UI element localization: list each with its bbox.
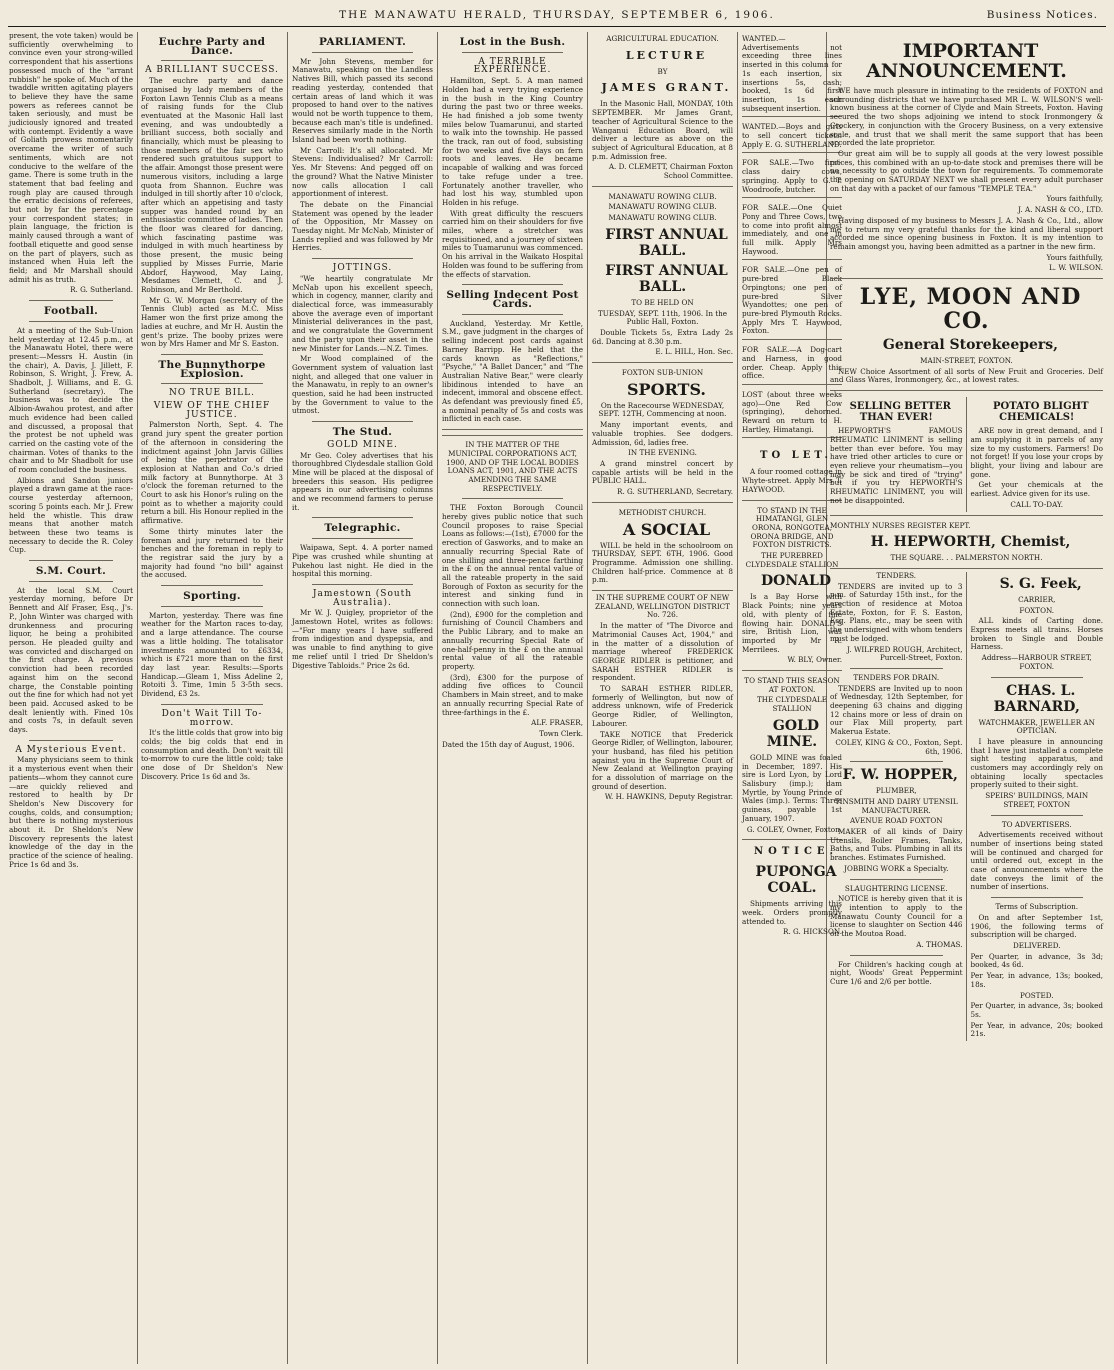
football-text-2: Albions and Sandon juniors played a drawn game at the race-course yesterday afternoon, scoring 5 points each. Mr J. Frew held the whistle. This draw means that another match between these two teams is necessary to decide the R. Coley Cup. xyxy=(9,475,133,555)
lye-moon-subheading: General Storekeepers, xyxy=(882,337,1059,354)
for-sale-ad-1: FOR SALE.—Two first-class dairy cows, springing. Apply to G. T. Woodroofe, butcher. xyxy=(742,156,842,198)
dont-wait-heading: Don't Wait Till To-morrow. xyxy=(161,708,263,728)
bunnythorpe-sub-2: VIEW OF THE CHIEF JUSTICE. xyxy=(153,401,271,420)
social-text: WILL be held in the schoolroom on THURSDAY, SEPT. 6TH, 1906. Good Programme. Admission one shilling. Children half-price. Commence at 8 p.m. xyxy=(592,540,733,585)
lost-cow-ad: LOST (about three weeks ago)—One Red Cow (springing), dehorned. Reward on return to H. Hartley, Himatangi. xyxy=(742,388,842,439)
column-rule xyxy=(737,32,738,1364)
column-rule xyxy=(287,32,288,1364)
potato-ad xyxy=(971,397,1104,511)
court-heading: S.M. Court. xyxy=(35,565,107,578)
gold-mine-season: TO STAND THIS SEASON AT FOXTON. xyxy=(744,676,840,694)
advertisers-text: Advertisements received without number of insertions being stated will be continued and charged for until ordered out, except in the case of announcements where the date conveys the limit of the number of insertions. xyxy=(970,830,1103,892)
to-let-heading: TO LET. xyxy=(760,450,832,462)
mystery-text: Many physicians seem to think it a mysterious event when their patients—whom they cannot cure—are quickly relieved and restored to health by Dr Sheldon's New Discovery for coughs, colds, and consumption; but there is nothing mysterious about it. Dr Sheldon's New Discovery represents the latest knowledge of the day in the practice of the science of healing. Price 1s 6d and 3s. xyxy=(9,755,133,869)
barnard-text: I have pleasure in announcing that I have just installed a complete sight testing apparatus, and customers may accordingly rely on obtaining locally spectacles properly suited to their sight. xyxy=(970,736,1103,790)
lye-moon-ad xyxy=(830,282,1103,391)
gold-mine-text: GOLD MINE was foaled in December, 1897. His sire is Lord Lyon, by Lord Salisbury (imp.); dam Myrtle, by Young Prince of Wales (imp.). Terms: Three guineas, payable 1st January, 1907. xyxy=(742,752,842,823)
jottings-text-2: Mr Wood complained of the Government system of valuation last night, and alleged that one valuer in the Manawatu, in reply to an owner's question, said he had been instructed by the Government to value to the utmost. xyxy=(292,354,433,416)
posted-year: Per Year, in advance, 20s; booked 21s. xyxy=(970,1020,1103,1039)
slaughter-heading: SLAUGHTERING LICENSE. xyxy=(844,883,948,893)
sub-union-label: FOXTON SUB-UNION xyxy=(621,368,704,378)
announcement-sig-2: J. A. NASH & CO., LTD. xyxy=(1018,205,1103,215)
agriculture-heading: AGRICULTURAL EDUCATION. xyxy=(606,34,719,43)
municipal-notice-text: THE Foxton Borough Council hereby gives public notice that such Council proposes to raise Special Loans as follows:—(1st), £7000 for the erection of Gasworks, and to make an annually recurring Special Rate of one shilling and three-pence farthing in the £ on the annual rental value of all the rateable property in the said Borough of Foxton as security for the interest and sinking fund in connection with such loan. xyxy=(442,503,583,609)
donald-text: Is a Bay Horse with Black Points; nine years old, with plenty of fine flowing hair. DONALD'S sire, British Lion, was imported by Mr R. Merrilees. xyxy=(742,592,842,654)
euchre-text: The euchre party and dance organised by lady members of the Foxton Lawn Tennis Club as a means of raising funds for the Club eventuated at the Masonic Hall last evening, and was undoubtedly a brilliant success, both socially and financially, which must be pleasing to those members of the fair sex who rendered such gratuitous support to the affair. Amongst those present were numerous visitors, including a large quota from Shannon. Euchre was indulged in till shortly after 10 o'clock, after which an appetising and tasty supper was handed round by an enthusiastic committee of ladies. Then the floor was cleared for dancing, which fascinating pastime was indulged in with much heartiness by those present, the music being supplied by Misses Furrie, Marie Abdorf, Haywood, May Laing, Mesdames Clemett, C. and J. Robinson, and Mr Berthold. xyxy=(141,76,283,294)
advertisers-heading: TO ADVERTISERS. xyxy=(1001,819,1072,829)
dont-wait-text: It's the little colds that grow into big colds; the big colds that end in consumption and death. Don't wait till to-morrow to cure the little cold; take one dose of Dr Sheldon's New Discovery. Price 1s 6d and 3s. xyxy=(141,728,283,781)
letter-text: present, the vote taken) would be sufficiently overwhelming to convince even your strong-willed correspondent that his assertions possessed much of the "arrant rubbish" he spoke of. Much of the twaddle written agitating players to believe they have the same powers as referees cannot be taken seriously, and must be judiciously ignored and treated with contempt. Evidently a wave of Goliath prowess momentarily overcame the writer of such sentiments, which are not conducive to the welfare of the game. There is some truth in the statement that bad feeling and rough play are caused through the erratic decisions of referees, but not by far the percentage your correspondent states; in plain language, the friction is mainly caused through a want of football etiquette and good sense on the part of players, such as instanced when Huia left the field; and Mr Marshall should admit his as truth. xyxy=(9,32,133,284)
subscription-text: On and after September 1st, 1906, the following terms of subscription will be charged. xyxy=(970,912,1103,940)
announcement-text: WE have much pleasure in intimating to the residents of FOXTON and surrounding districts that we have purchased MR L. W. WILSON'S well-known business at the corner of Clyde and Main Streets, Foxton. Having secured the two shops adjoining we intend to stock Ironmongery & Crockery, in conjunction with the Grocery Business, on a very extensive scale, and trust that we shall merit the same support that has been accorded the late proprietor. xyxy=(830,86,1103,148)
municipal-notice-text-3: (3rd), £300 for the purpose of adding five offices to Council Chambers in Main street, and to make an annually recurring Special Rate of three-farthings in the £. xyxy=(442,672,583,717)
wanted-ad-2: WANTED.—Boys and girls to sell concert tickets. Apply E. G. SUTHERLAND. xyxy=(742,120,842,153)
masthead xyxy=(8,4,1106,27)
by-label: BY xyxy=(657,66,668,76)
for-sale-ad-2: FOR SALE.—One Quiet Pony and Three Cows, two to come into profit almost immediately, and one in full milk. Apply Mrs Haywood. xyxy=(742,201,842,260)
hepworth-heading: H. HEPWORTH, Chemist, xyxy=(870,534,1071,551)
agriculture-text: In the Masonic Hall, MONDAY, 10th SEPTEMBER. Mr James Grant, teacher of Agricultural Science to the Wanganui Education Board, will deliver a lecture as above on the subject of Agricultural Education, at 8 p.m. Admission free. xyxy=(592,99,733,161)
potato-text: ARE now in great demand, and I am supplying it in parcels of any size to my customers. Farmers! Do not forget! If you lose your crops by blight, your living and labour are gone. xyxy=(970,426,1103,479)
municipal-notice-date: Dated the 15th day of August, 1906. xyxy=(442,739,575,749)
ball-date: TUESDAY, SEPT. 11th, 1906. In the Public Hall, Foxton. xyxy=(598,308,727,327)
parliament-text-3: The debate on the Financial Statement was opened by the leader of the Opposition, Mr Massey on Tuesday night. Mr McNab, Minister of Lands replied and was followed by Mr Herries. xyxy=(292,199,433,253)
stud-heading: The Stud. xyxy=(332,426,393,439)
evening-signature: R. G. SUTHERLAND, Secretary. xyxy=(617,487,733,497)
rowing-club-1: MANAWATU ROWING CLUB. xyxy=(608,191,717,201)
announcement-heading: IMPORTANT ANNOUNCEMENT. xyxy=(866,40,1067,82)
municipal-notice-signature: ALF. FRASER, xyxy=(531,718,583,728)
municipal-notice-title: Town Clerk. xyxy=(539,728,583,738)
parliament-text: Mr John Stevens, member for Manawatu, speaking on the Landless Natives Bill, which passed its second reading yesterday, contended that certain areas of land which it was proposed to hand over to the natives would not be worth tuppence to them, because each man's title is undefined. Reserves similarly made in the North Island had been worth nothing. xyxy=(292,56,433,145)
supreme-court-text: In the matter of "The Divorce and Matrimonial Causes Act, 1904," and in the matter of a dissolution of marriage whereof FREDERICK GEORGE RIDLER is petitioner, and SARAH ESTHER RIDLER is respondent. xyxy=(592,621,733,683)
bunnythorpe-heading: The Bunnythorpe Explosion. xyxy=(158,358,266,380)
delivered-heading: DELIVERED. xyxy=(1012,941,1061,950)
donald-districts: TO STAND IN THE HIMATANGI, GLEN ORONA, RONGOTEA, ORONA BRIDGE, AND FOXTON DISTRICTS. xyxy=(750,505,834,550)
rowing-club-2: MANAWATU ROWING CLUB. xyxy=(608,202,717,212)
jottings-heading: JOTTINGS. xyxy=(332,263,393,274)
for-sale-ad-3: FOR SALE.—One pen of pure-bred Black Orpingtons; one pen of pure-bred Silver Wyandottes; one pen of pure-bred Plymouth Rocks. Apply Mrs T. Haywood, Foxton. xyxy=(742,263,842,340)
supreme-court-text-3: TAKE NOTICE that Frederick George Ridler, of Wellington, labourer, your husband, has filed his petition against you in the Supreme Court of New Zealand at Wellington praying for a dissolution of marriage on the ground of desertion. xyxy=(592,729,733,791)
agriculture-signature: A. D. CLEMETT, Chairman Foxton School Committee. xyxy=(608,162,733,181)
supreme-court-text-2: TO SARAH ESTHER RIDLER, formerly of Wellington, but now of address unknown, wife of Frederick George Ridler, of Wellington, Labourer. xyxy=(592,684,733,728)
feek-text: ALL kinds of Carting done. Express meets all trains. Horses broken to Single and Double Harness. xyxy=(970,616,1103,652)
potato-heading: POTATO BLIGHT CHEMICALS! xyxy=(992,401,1089,424)
lower-right-ads xyxy=(971,572,1104,1041)
ball-signature: E. L. HILL, Hon. Sec. xyxy=(655,347,733,357)
football-text: At a meeting of the Sub-Union held yesterday at 12.45 p.m., at the Manawatu Hotel, there were present:—Messrs H. Austin (in the chair), A. Davis, J. Jillett, F. Robinson, S. Wright, J. Frew, A. Shadbolt, J. Williams, and E. G. Sutherland (secretary). The business was to decide the Albion-Awahou protest, and after much evidence had been called and discussed, a proposal that the protest be not upheld was carried on the casting vote of the chairman. Votes of thanks to the chair and to Mr Shadbolt for use of room concluded the business. xyxy=(9,325,133,475)
lecture-label: LECTURE xyxy=(625,48,708,62)
call-today: CALL TO-DAY. xyxy=(1010,499,1064,509)
gold-mine-signature: G. COLEY, Owner, Foxton. xyxy=(746,824,842,834)
tenders-heading: TENDERS. xyxy=(876,570,917,580)
lecturer-name: JAMES GRANT. xyxy=(601,81,732,95)
wilson-sig-2: L. W. WILSON. xyxy=(1049,263,1103,273)
for-sale-ad-4: FOR SALE.—A Dog-cart and Harness, in good order. Cheap. Apply this office. xyxy=(742,343,842,385)
business-notices-label: Business Notices. xyxy=(986,9,1098,21)
ball-held-label: TO BE HELD ON xyxy=(631,297,694,307)
lost-bush-text: Hamilton, Sept. 5. A man named Holden had a very trying experience in the bush in the King Country during the past two or three weeks. He had finished a job some twenty miles below Tuamarunui, and started to walk into the township. He passed the track, ran out of food, subsisting for two weeks and five days on fern roots and leaves. He became incapable of walking and was forced to take refuge under a tree. Fortunately another traveller, who had lost his way, stumbled upon Holden in his refuge. xyxy=(442,76,583,207)
stud-subheading: GOLD MINE. xyxy=(327,439,398,450)
wanted-ad-1: WANTED.—Advertisements not exceeding three lines inserted in this column for 1s each insertion, six insertions 5s, cash; booked, 1s 6d first insertion, 1s each subsequent insertion. xyxy=(742,32,842,117)
children-cough-text: For Children's hacking cough at night, Woods' Great Peppermint Cure 1/6 and 2/6 per bottle. xyxy=(830,959,963,986)
gold-mine-clydesdale: THE CLYDESDALE STALLION xyxy=(756,695,828,714)
nurses-register: MONTHLY NURSES REGISTER KEPT. xyxy=(830,520,971,530)
drain-text: TENDERS are Invited up to noon of Wednesday, 12th September, for deepening 63 chains and digging 12 chains more or less of drain on our Flax Mill property, part Makerua Estate. xyxy=(830,683,963,737)
bunnythorpe-sub-1: NO TRUE BILL. xyxy=(169,388,255,399)
sports-date: On the Racecourse WEDNESDAY, SEPT. 12TH, Commencing at noon. xyxy=(598,400,727,419)
social-heading: A SOCIAL xyxy=(622,519,711,539)
lost-bush-heading: Lost in the Bush. xyxy=(459,36,566,48)
telegraphic-text: Waipawa, Sept. 4. A porter named Pipe was crushed while shunting at Pukehou last night. He died in the hospital this morning. xyxy=(292,543,433,579)
donald-heading: DONALD xyxy=(761,573,831,590)
methodist-heading: METHODIST CHURCH. xyxy=(618,507,707,517)
column-1 xyxy=(6,32,136,1364)
subscription-heading: Terms of Subscription. xyxy=(995,902,1079,912)
rowing-ball-ad xyxy=(592,190,733,363)
wilson-text: Having disposed of my business to Messrs J. A. Nash & Co., Ltd., allow me to return my very grateful thanks for the kind and liberal support accorded me since opening business in Foxton. It is my intention to remain amongst you, having been admitted as a partner in the new firm. xyxy=(830,215,1103,251)
evening-heading: IN THE EVENING. xyxy=(628,448,697,458)
lye-moon-heading: LYE, MOON AND CO. xyxy=(859,284,1082,335)
column-2 xyxy=(138,32,286,1364)
football-heading: Football. xyxy=(43,305,99,318)
tenders-signature: J. WILFRED ROUGH, Architect, Purcell-Street, Foxton. xyxy=(847,644,963,663)
hepworth-ad xyxy=(830,519,1103,569)
notice-heading: NOTICE. xyxy=(753,846,839,858)
newspaper-title: THE MANAWATU HERALD, THURSDAY, SEPTEMBER 6, 1906. xyxy=(339,9,775,21)
slaughter-text: NOTICE is hereby given that it is my intention to apply to the Manawatu County Council for a license to slaughter on Section 446 on the Moutoa Road. xyxy=(830,894,963,939)
lost-bush-text-2: With great difficulty the rescuers carried him on their shoulders for five miles, where a stretcher was requisitioned, and a journey of sixteen miles to Tuamarunui was commenced. On his arrival in the Waikato Hospital Holden was found to be suffering from the effects of starvation. xyxy=(442,208,584,279)
methodist-social-ad xyxy=(592,506,733,591)
euchre-heading: Euchre Party and Dance. xyxy=(158,36,266,57)
court-text: At the local S.M. Court yesterday morning, before Dr Bennett and Alf Fraser, Esq., J's. P., John Winter was charged with drunkenness and procuring liquor, he being a prohibited person. He pleaded guilty and was convicted and discharged on the first charge. A previous conviction had been recorded against him on the second charge, the Constable pointing out the fine for which had not yet been paid. Accused asked to be dealt leniently with. Fined 10s and costs 7s, in default seven days. xyxy=(9,585,133,735)
jamestown-heading: Jamestown (South Australia). xyxy=(312,588,413,608)
euchre-text-2: Mr G. W. Morgan (secretary of the Tennis Club) acted as M.C. Miss Hamer won the first prize among the ladies at euchre, and Mr H. Austin the gent's prize. The booby prizes were won by Mrs Hamer and Mr S. Easton. xyxy=(141,295,283,349)
barnard-heading: CHAS. L. BARNARD, xyxy=(993,682,1080,715)
sports-text: Many important events, and valuable trophies. See dodgers. Admission, 6d, ladies free. xyxy=(592,420,733,447)
puponga-signature: R. G. HICKSON. xyxy=(783,927,842,937)
supreme-court-heading: IN THE SUPREME COURT OF NEW ZEALAND, WELLINGTON DISTRICT No. 726. xyxy=(595,593,730,620)
announcement-sig-1: Yours faithfully, xyxy=(1046,194,1103,204)
delivered-year: Per Year, in advance, 13s; booked, 18s. xyxy=(970,971,1103,989)
euchre-subheading: A BRILLIANT SUCCESS. xyxy=(145,65,279,76)
parliament-text-2: Mr Carroll: It's all allocated. Mr Stevens: Individualised? Mr Carroll: Yes. Mr Stevens: And pegged off on the ground? What the Native Minister now calls allocation I call apportionment of interest. xyxy=(292,145,433,199)
supreme-court-signature: W. H. HAWKINS, Deputy Registrar. xyxy=(604,792,733,802)
mystery-heading: A Mysterious Event. xyxy=(15,744,127,755)
donald-signature: W. BLY, Owner. xyxy=(787,655,842,665)
sporting-text: Marton, yesterday. There was fine weather for the Marton races to-day, and a large attendance. The course was a little holding. The totalisator investments amounted to £6334, which is £721 more than on the first day last year. Results:—Sports Handicap.—Gleam 1, Miss Adeline 2, Rotoiti 3. Time, 1min 5 3-5th secs. Dividend, £3 2s. xyxy=(141,610,283,699)
sports-heading: SPORTS. xyxy=(627,379,706,399)
bunnythorpe-text: Palmerston North, Sept. 4. The grand jury spent the greater portion of the afternoon in considering the indictment against John Jarvis Gillies of being the perpetrator of the explosion at Nathan and Co.'s dried milk factory at Bunnythorpe. At 3 o'clock the foreman returned to the Court to ask his Honor's ruling on the point as to whether a majority could return a bill. His Honour replied in the affirmative. xyxy=(141,420,283,526)
puponga-text: Shipments arriving this week. Orders promptly attended to. xyxy=(742,899,842,926)
selling-heading: SELLING BETTER THAN EVER! xyxy=(849,401,951,424)
lye-moon-text: NEW Choice Assortment of all sorts of New Fruit and Groceries. Delf and Glass Wares, Ironmongery, &c., at lowest rates. xyxy=(830,366,1103,385)
column-5 xyxy=(589,32,736,1364)
to-let-text: A four roomed cottage in Whyte-street. Apply Mrs T. HAYWOOD. xyxy=(742,467,842,494)
posted-heading: POSTED. xyxy=(1020,990,1054,1000)
potato-text-2: Get your chemicals at the earliest. Advice given for its use. xyxy=(970,480,1103,499)
lower-ads-row xyxy=(830,572,1103,1041)
rowing-club-3: MANAWATU ROWING CLUB. xyxy=(608,213,717,223)
lye-moon-address: MAIN-STREET, FOXTON. xyxy=(920,356,1013,366)
donald-clydesdale: THE PUREBRED CLYDESDALE STALLION xyxy=(745,551,839,569)
hopper-address: AVENUE ROAD FOXTON xyxy=(849,816,943,826)
barnard-subheading: WATCHMAKER, JEWELLER AN OPTICIAN. xyxy=(978,717,1095,736)
column-7 xyxy=(827,32,1106,1364)
selling-text: HEPWORTH'S FAMOUS RHEUMATIC LINIMENT is selling better than ever before. You may have tried other articles to cure or even relieve your rheumatism—you may be sick and tired of "trying" but if you try HEPWORTH'S RHEUMATIC LINIMENT, you will not be disappointed. xyxy=(830,426,963,505)
ball-heading-1: FIRST ANNUAL BALL. xyxy=(605,226,728,259)
postcards-heading: Selling Indecent Post Cards. xyxy=(446,289,579,310)
hopper-heading: F. W. HOPPER, xyxy=(842,767,958,784)
lost-bush-subheading: A TERRIBLE EXPERIENCE. xyxy=(473,56,552,76)
feek-carrier: CARRIER, xyxy=(1018,594,1056,604)
evening-text: A grand minstrel concert by capable artists will be held in the PUBLIC HALL. xyxy=(592,458,733,486)
municipal-notice-heading: IN THE MATTER OF THE MUNICIPAL CORPORATIONS ACT, 1900, AND OF THE LOCAL BODIES LOANS ACT, 1901, AND THE ACTS AMENDING THE SAME RESPECTIVELY. xyxy=(446,440,579,493)
letter-signature: R. G. Sutherland. xyxy=(70,285,133,295)
chemist-ads-row xyxy=(830,394,1103,515)
column-rule xyxy=(587,32,588,1364)
feek-foxton: FOXTON. xyxy=(1019,605,1055,615)
hopper-tinsmith: TINSMITH AND DAIRY UTENSIL MANUFACTURER. xyxy=(834,796,958,815)
hopper-jobbing: JOBBING WORK a Specialty. xyxy=(844,863,949,873)
tenders-text: TENDERS are invited up to 3 p.m. of Saturday 15th inst., for the erection of residence at Motoa Estate, Foxton, for F. S. Easton, Esq. Plans, etc., may be seen with the undersigned with whom tenders must be lodged. xyxy=(830,581,963,643)
postcards-text: Auckland, Yesterday. Mr Kettle, S.M., gave judgment in the charges of selling indecent post cards against Barney Barripp. He held that the cards known as "Reflections," "Psyche," "A Ballet Dancer," and "The Australian Native Bear," were clearly libidinous intended to have an indecent, immoral and obscene effect. As defendant was previously fined £5, a nominal penalty of 5s and costs was inflicted in each case. xyxy=(442,318,583,424)
ball-heading-2: FIRST ANNUAL BALL. xyxy=(605,262,728,295)
hepworth-address: THE SQUARE. . . PALMERSTON NORTH. xyxy=(890,553,1043,563)
wilson-sig-1: Yours faithfully, xyxy=(1046,252,1103,262)
telegraphic-heading: Telegraphic. xyxy=(324,522,401,535)
sporting-heading: Sporting. xyxy=(183,590,241,603)
parliament-heading: PARLIAMENT. xyxy=(318,36,407,48)
hopper-plumber: PLUMBER, xyxy=(875,786,917,796)
drain-heading: TENDERS FOR DRAIN. xyxy=(853,672,940,682)
feek-address: Address—HARBOUR STREET, FOXTON. xyxy=(981,653,1092,671)
hopper-text: MAKER of all kinds of Dairy Utensils, Boiler Frames, Tanks, Baths, and Tubs. Plumbing in all its branches. Estimates Furnished. xyxy=(830,827,963,863)
stud-text: Mr Geo. Coley advertises that his thoroughbred Clydesdale stallion Gold Mine will be placed at the disposal of breeders this season. His pedigree appears in our advertising columns and we recommend farmers to peruse it. xyxy=(292,450,433,512)
barnard-address: SPEIRS' BUILDINGS, MAIN STREET, FOXTON xyxy=(985,791,1089,809)
feek-heading: S. G. Feek, xyxy=(999,575,1082,592)
column-rule xyxy=(437,32,438,1364)
lower-left-ads xyxy=(830,572,967,1041)
posted-quarter: Per Quarter, in advance, 3s; booked 5s. xyxy=(970,1001,1103,1019)
column-3 xyxy=(289,32,436,1364)
puponga-heading: PUPONGA COAL. xyxy=(755,864,837,897)
jottings-text: "We heartily congratulate Mr McNab upon his excellent speech, which in cogency, manner, clarity and dialectical force, was immeasurably above the average even of important Ministerial deliverances in the past, and we congratulate the Government and the party upon their asset in the new Minister for Lands.—N.Z. Times. xyxy=(292,273,433,353)
important-announcement-ad xyxy=(830,32,1103,279)
jamestown-text: Mr W. J. Quigley, proprietor of the Jamestown Hotel, writes as follows:—"For many years I have suffered from indigestion and dyspepsia, and was unable to find anything to give me relief until I tried Dr Sheldon's Digestive Tabloids." Price 2s 6d. xyxy=(292,608,433,670)
liniment-ad xyxy=(830,397,967,511)
delivered-quarter: Per Quarter, in advance, 3s 3d; booked, 4s 6d. xyxy=(970,951,1103,970)
slaughter-signature: A. THOMAS. xyxy=(916,939,963,949)
bunnythorpe-text-2: Some thirty minutes later the foreman and jury returned to their benches and the foreman in reply to the registrar said the jury by a majority had found "no bill" against the accused. xyxy=(141,526,283,580)
municipal-notice-text-2: (2nd), £900 for the completion and furnishing of Council Chambers and the Public Library, and to make an annually recurring Special Rate of one-half-penny in the £ on the annual rental value of all the rateable property. xyxy=(442,609,583,671)
gold-mine-heading: GOLD MINE. xyxy=(766,717,820,750)
announcement-text-2: Our great aim will be to supply all goods at the very lowest possible prices, this combined with an up-to-date stock and premises there will be no necessity to go outside the town for requirements. To commemorate the opening on SATURDAY NEXT we shall present every adult purchaser on that day with a packet of our famous "TEMPLE TEA." xyxy=(830,148,1103,193)
column-4 xyxy=(439,32,586,1364)
agriculture-lecture-ad xyxy=(592,32,733,187)
sports-ad xyxy=(592,366,733,503)
supreme-court-notice xyxy=(592,594,733,802)
drain-signature: COLEY, KING & CO., Foxton, Sept. 6th, 1906. xyxy=(835,737,963,756)
ball-tickets: Double Tickets 5s, Extra Lady 2s 6d. Dancing at 8.30 p.m. xyxy=(592,327,733,346)
